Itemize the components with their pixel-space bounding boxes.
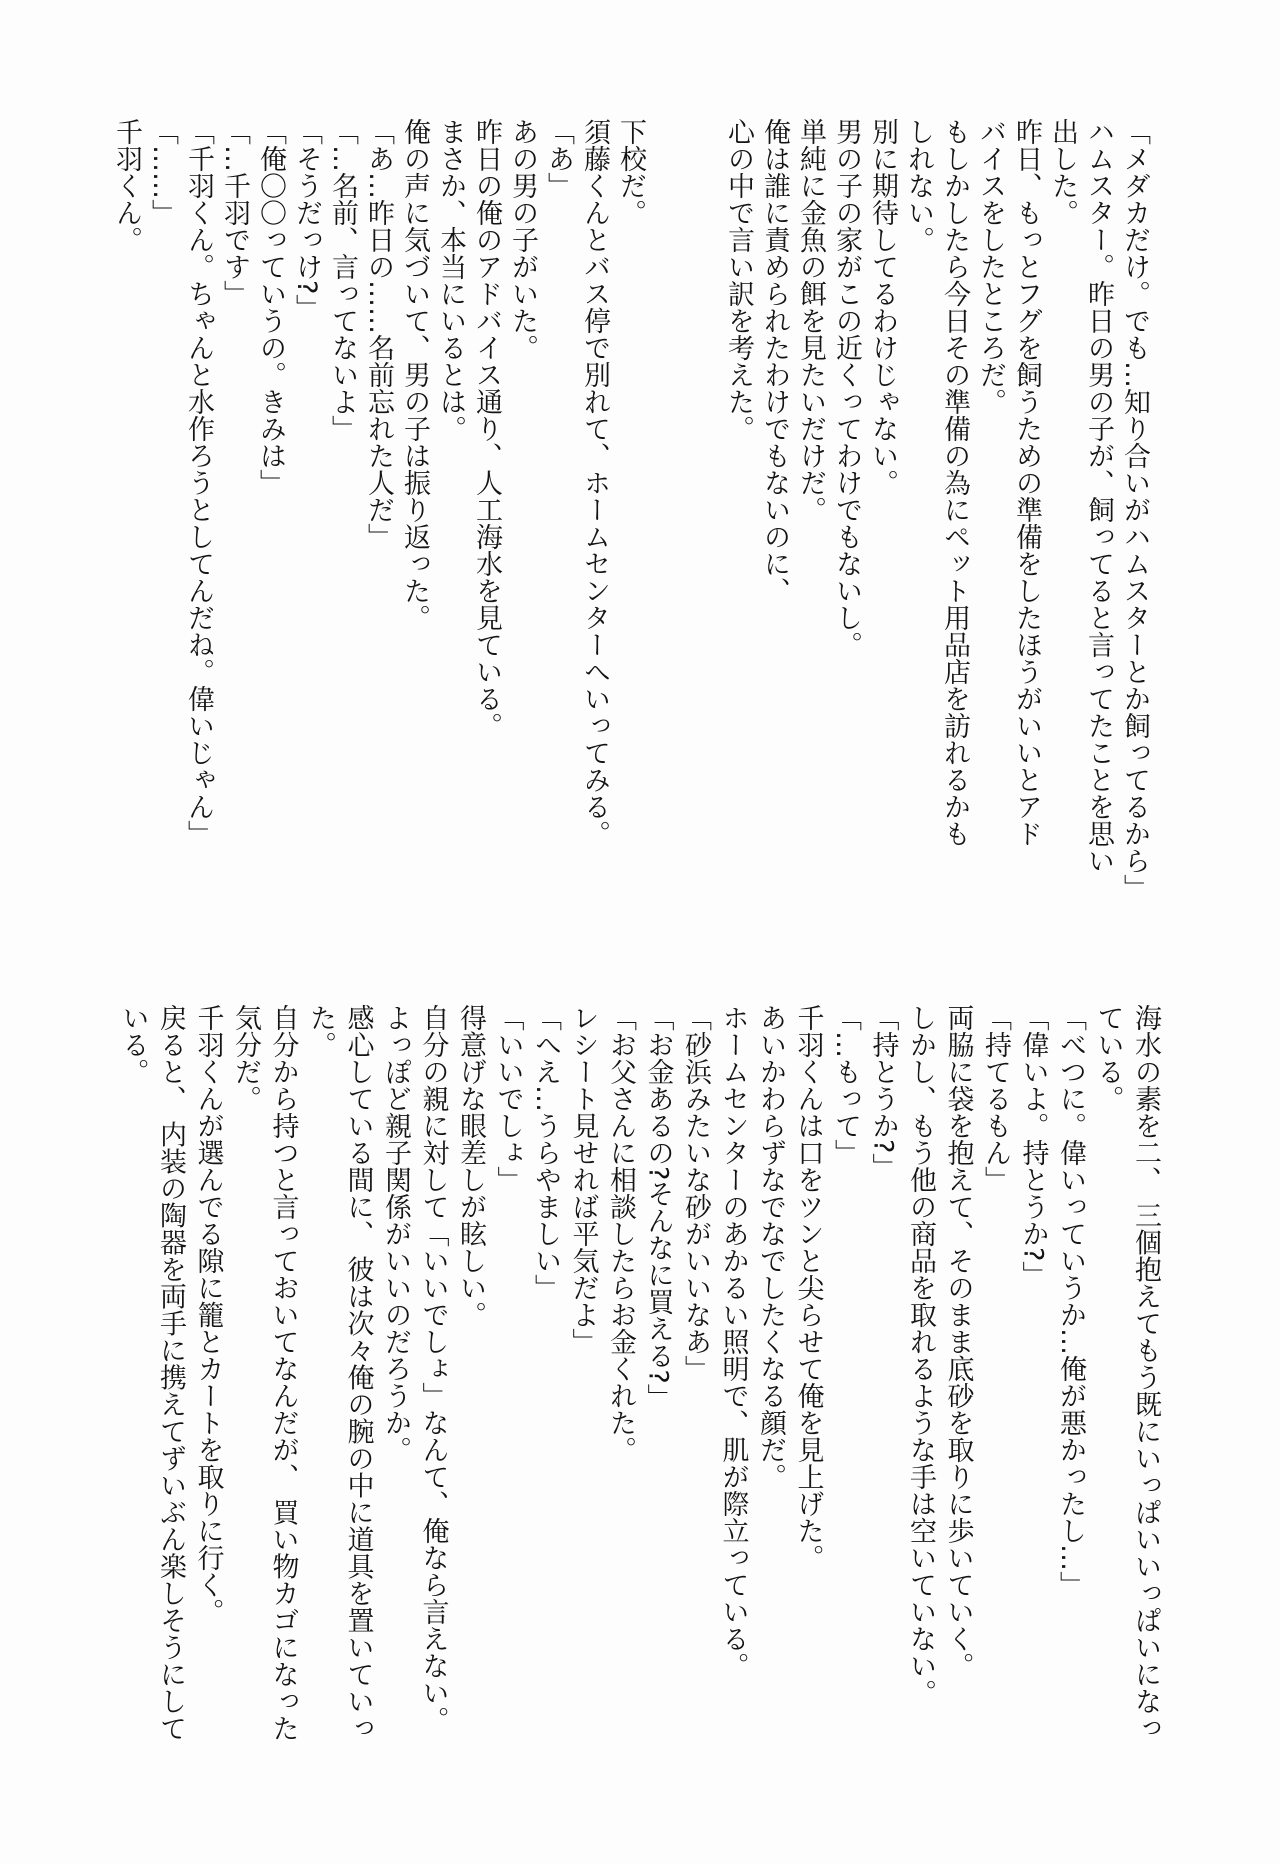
text-line: 須藤くんとバス停で別れて、ホームセンターへいってみる。 [579, 118, 610, 847]
text-line: 「持とうか?」 [867, 1004, 899, 1181]
text-line: 下校だ。 [615, 118, 646, 226]
text-line: た。 [305, 1004, 336, 1058]
text-line: 単純に金魚の餌を見たいだけだ。 [795, 118, 826, 523]
text-line: 海水の素を二、 三個抱えてもう既にいっぱいいっぱいになっ [1130, 1004, 1161, 1742]
lower-text-section [114, 1004, 1164, 1742]
paragraph [720, 118, 1152, 901]
text-line: ている。 [1092, 1004, 1124, 1112]
text-line: 自分から持つと言っておいてなんだが、 買い物カゴになった [267, 1004, 299, 1742]
text-line: あいかわらずなでなでしたくなる顔だ。 [755, 1004, 786, 1490]
text-line: 心の中で言い訳を考えた。 [723, 118, 754, 442]
text-line: 「べつに。偉いっていうか…俺が悪かったし…」 [1055, 1004, 1086, 1598]
text-line: 「…もって」 [830, 1004, 861, 1166]
text-line: 別に期待してるわけじゃない。 [867, 118, 898, 496]
text-line: 「千羽くん。ちゃんと水作ろうとしてんだね。偉いじゃん」 [183, 118, 214, 847]
text-line: 「そうだっけ?」 [291, 118, 322, 322]
text-line: 「へえ…うらやましい」 [530, 1004, 561, 1301]
text-line: 「俺〇〇っていうの。きみは」 [255, 118, 286, 496]
text-line: バイスをしたところだ。 [975, 118, 1006, 415]
paragraph-break [648, 118, 720, 901]
text-line: 出した。 [1047, 118, 1078, 226]
text-line: 「……」 [147, 118, 178, 226]
text-line: 「あ」 [543, 118, 574, 199]
paragraph [114, 1004, 1164, 1742]
text-line: 「お金あるの?そんなに買える?」 [642, 1004, 674, 1411]
upper-text-section [108, 118, 1152, 901]
text-line: 千羽くん。 [111, 118, 142, 253]
text-line: しれない。 [903, 118, 934, 253]
text-line: 昨日、もっとフグを飼うための準備をしたほうがいいとアド [1011, 118, 1042, 847]
text-line: 感心している間に、 彼は次々俺の腕の中に道具を置いていっ [342, 1004, 374, 1742]
text-line: しかし、もう他の商品を取れるような手は空いていない。 [905, 1004, 936, 1706]
text-line: よっぽど親子関係がいいのだろうか。 [380, 1004, 411, 1463]
text-line: 得意げな眼差しが眩しい。 [455, 1004, 486, 1328]
text-line: 千羽くんが選んでる隙に籠とカートを取りに行く。 [192, 1004, 224, 1625]
text-line: 両脇に袋を抱えて、そのまま底砂を取りに歩いていく。 [942, 1004, 974, 1679]
text-line: 俺は誰に責められたわけでもないのに、 [759, 118, 790, 604]
text-line: 「…千羽です」 [219, 118, 250, 307]
text-line: ホームセンターのあかるい照明で、肌が際立っている。 [717, 1004, 749, 1679]
paragraph [108, 118, 648, 901]
text-line: 千羽くんは口をツンと尖らせて俺を見上げた。 [792, 1004, 824, 1571]
text-line: 「偉いよ。持とうか?」 [1017, 1004, 1049, 1289]
text-line: 「砂浜みたいな砂がいいなあ」 [680, 1004, 711, 1382]
text-line: 俺の声に気づいて、男の子は振り返った。 [399, 118, 430, 631]
text-line: 「いいでしょ」 [492, 1004, 524, 1193]
text-line: レシート見せれば平気だよ」 [567, 1004, 599, 1355]
text-line: 戻ると、 内装の陶器を両手に携えてずいぶん楽しそうにして [155, 1004, 186, 1742]
text-line: 男の子の家がこの近くってわけでもないし。 [831, 118, 862, 658]
text-line: 気分だ。 [230, 1004, 261, 1112]
text-line: 自分の親に対して「いいでしょ」なんて、俺なら言えない。 [417, 1004, 449, 1733]
text-line: 昨日の俺のアドバイス通り、人工海水を見ている。 [471, 118, 502, 739]
text-line: もしかしたら今日その準備の為にペット用品店を訪れるかも [939, 118, 970, 847]
text-line: 「メダカだけ。でも…知り合いがハムスターとか飼ってるから」 [1119, 118, 1150, 901]
text-line: あの男の子がいた。 [507, 118, 538, 361]
text-line: 「持てるもん」 [980, 1004, 1011, 1193]
text-line: 「…名前、言ってないよ」 [327, 118, 358, 442]
text-line: 「お父さんに相談したらお金くれた。 [605, 1004, 636, 1463]
text-line: 「あ…昨日の……名前忘れた人だ」 [363, 118, 394, 550]
text-line: いる。 [117, 1004, 149, 1085]
text-line: まさか、本当にいるとは。 [435, 118, 466, 442]
text-line: ハムスター。昨日の男の子が、飼ってると言ってたことを思い [1083, 118, 1114, 874]
